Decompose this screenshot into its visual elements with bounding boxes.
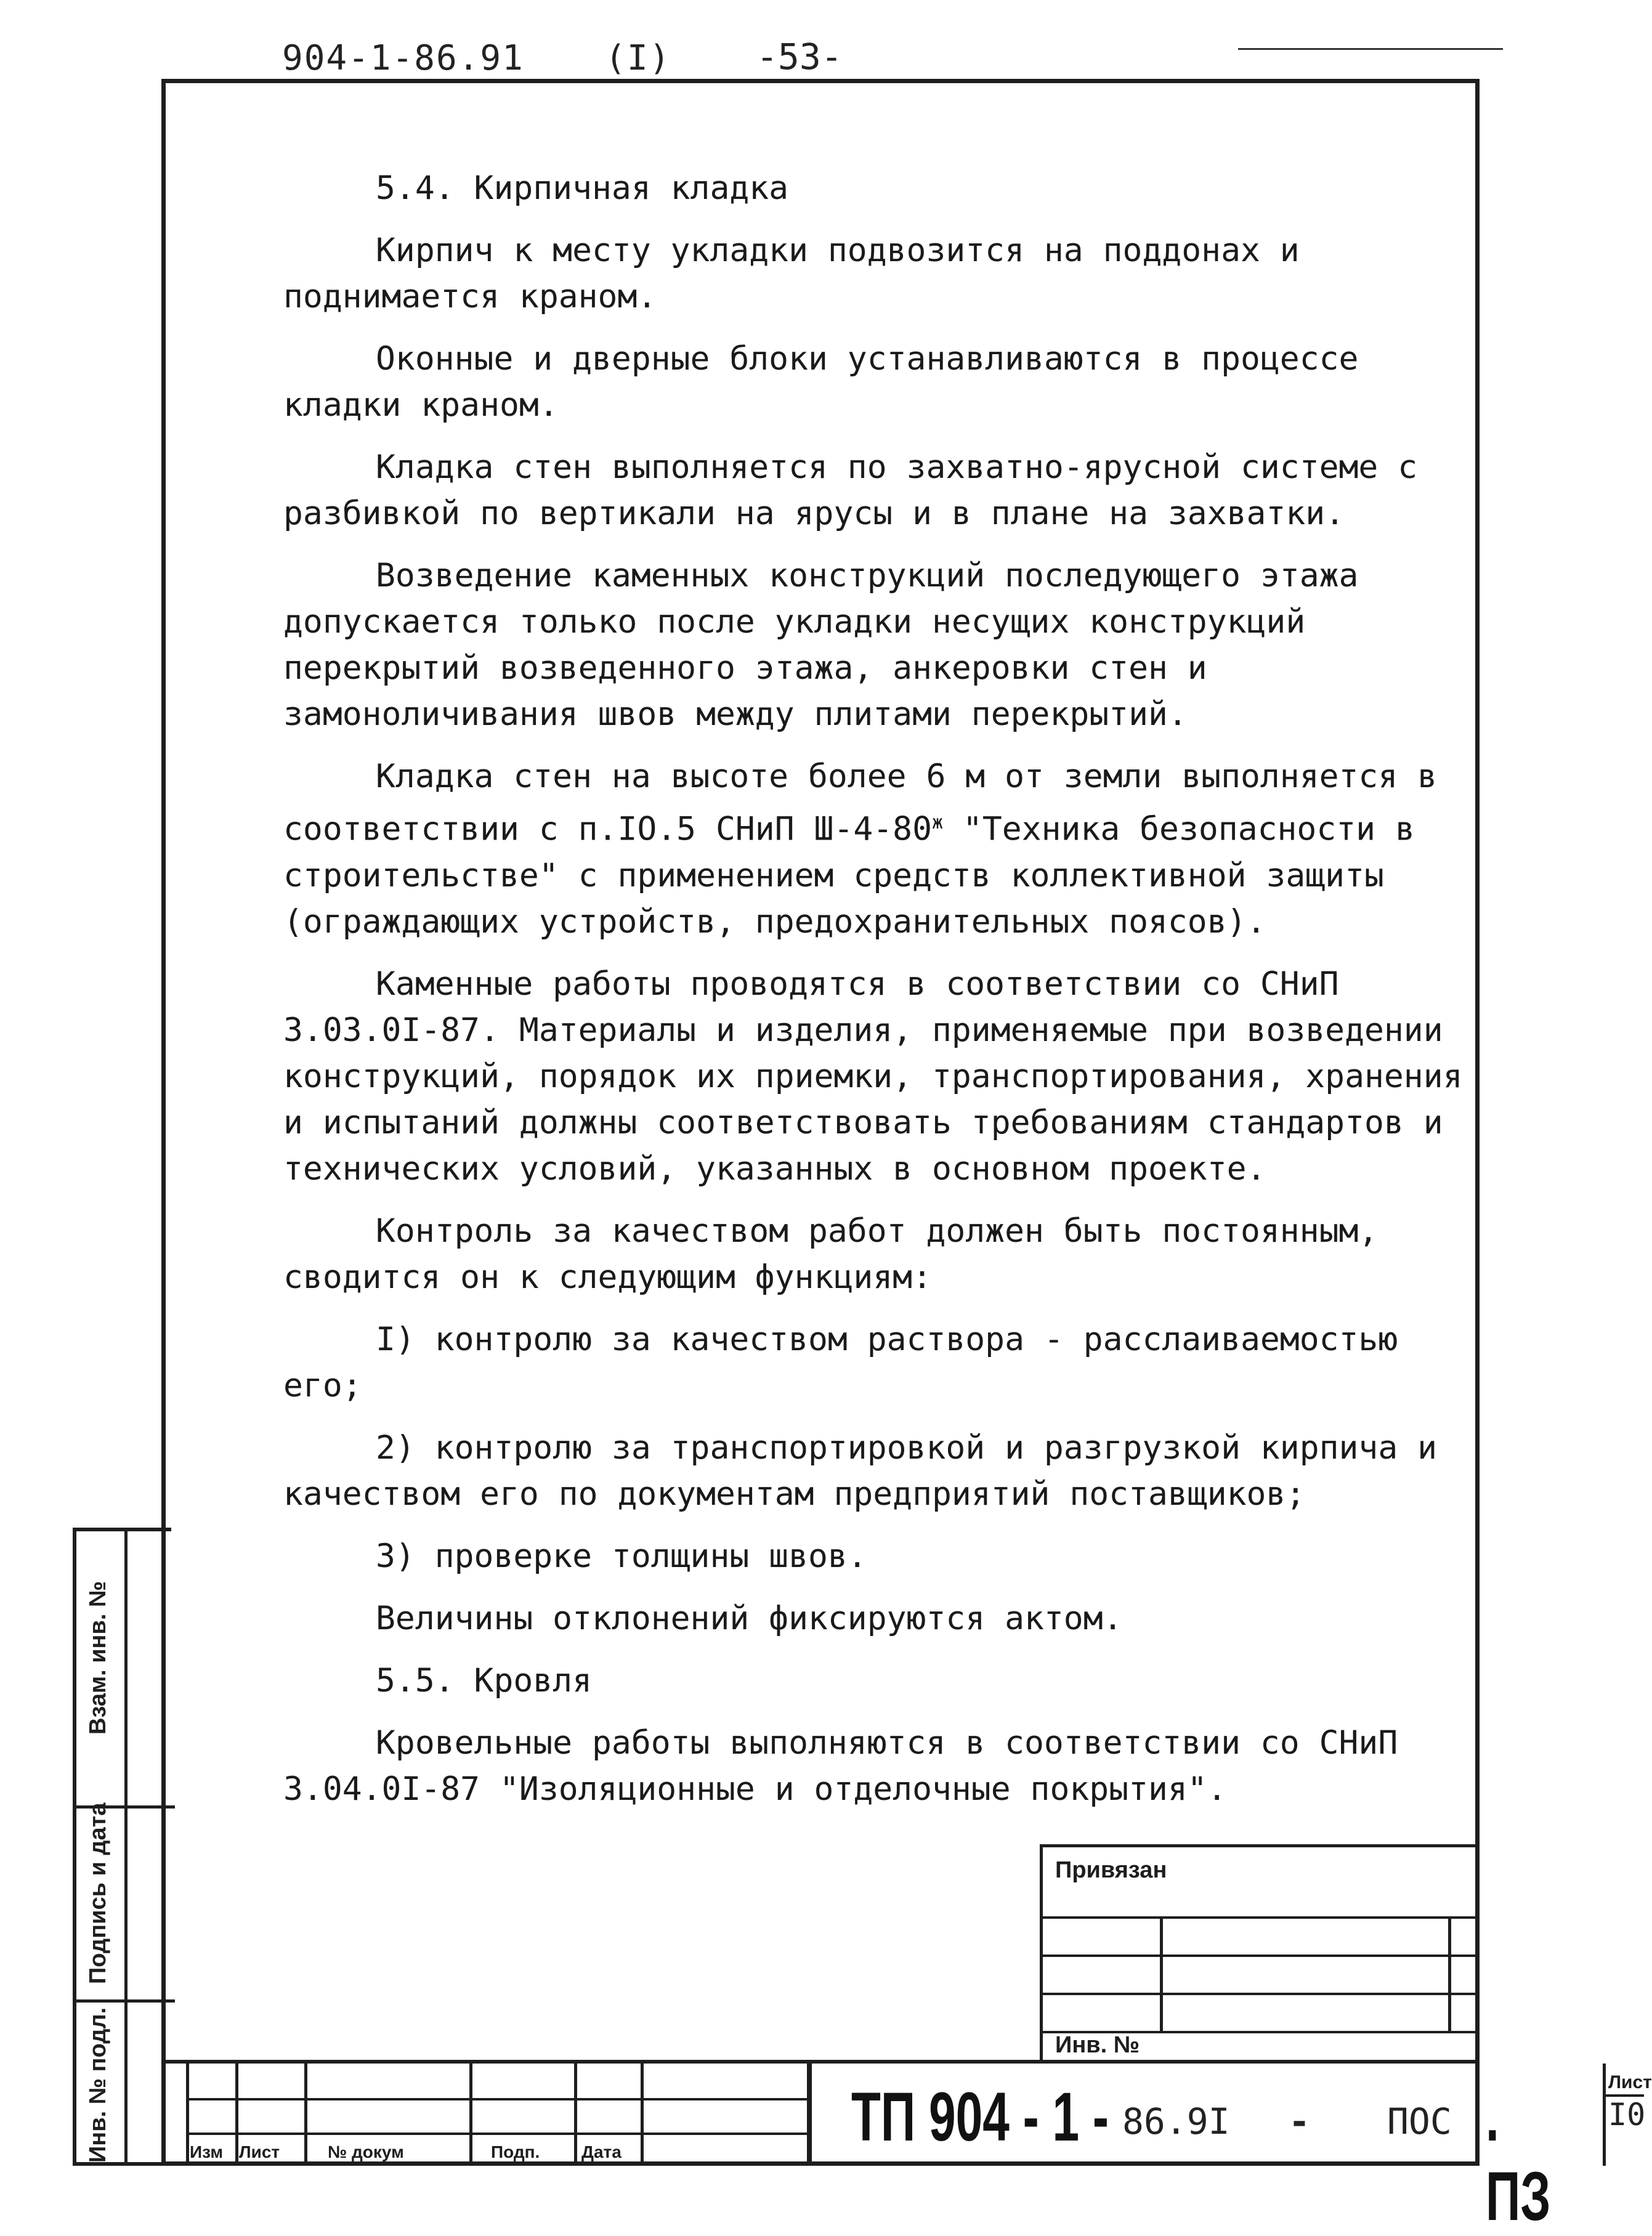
col-data: Дата: [581, 2142, 622, 2161]
paragraph-1: Кирпич к месту укладки подвозится на поддонах и поднимается краном.: [283, 232, 1300, 315]
binding-col: [1160, 1916, 1163, 2031]
rev-col: [469, 2064, 472, 2166]
page-number: -53-: [756, 36, 843, 78]
binding-inv-label: Инв. №: [1055, 2032, 1140, 2058]
header-rule: [1238, 48, 1503, 50]
rev-col: [304, 2064, 307, 2166]
paragraph-6: Каменные работы проводятся в соответствии со СНиП 3.03.0I-87. Материалы и изделия, применяемые при возведении конструкций, порядок их приемки, транспортирования, хранения и испытаний должны соответствовать требованиям стандартов и технических условий, указанных в основном проекте.: [283, 965, 1463, 1188]
side-label-vzam-inv: Взам. инв. №: [85, 1581, 111, 1735]
rev-col: [574, 2064, 577, 2166]
col-izm: Изм: [190, 2142, 224, 2161]
sheet-number: I0: [1608, 2097, 1646, 2133]
paragraph-5-part-2: "Техника безопасности в строительстве" с применением средств коллективной защиты (ограждающих устройств, предохранительных поясов).: [283, 810, 1415, 941]
section-title-5-5: 5.5. Кровля: [376, 1661, 592, 1699]
binding-label: Привязан: [1055, 1857, 1167, 1883]
paragraph-5-sup: ж: [932, 812, 944, 833]
paragraph-9: Кровельные работы выполняются в соответствии со СНиП 3.04.0I-87 "Изоляционные и отделочные покрытия".: [283, 1724, 1398, 1808]
list-item-1: I) контролю за качеством раствора - расслаиваемостью его;: [283, 1320, 1398, 1404]
rev-col: [641, 2064, 644, 2166]
rev-col: [186, 2064, 189, 2166]
paragraph-4: Возведение каменных конструкций последующего этажа допускается только после укладки несущих конструкций перекрытий возведенного этажа, анкеровки стен и замоноличивания швов между плитами перекрытий.: [283, 557, 1359, 733]
side-stamp: [73, 1528, 171, 2166]
paragraph-2: Оконные и дверные блоки устанавливаются в процессе кладки краном.: [283, 340, 1359, 424]
paragraph-8: Величины отклонений фиксируются актом.: [376, 1599, 1123, 1637]
paragraph-5-part-1: Кладка стен на высоте более 6 м от земли выполняется в соответствии с п.IO.5 СНиП Ш-4-80: [283, 758, 1438, 848]
section-code: ПОС: [1387, 2100, 1452, 2142]
section-title-5-4: 5.4. Кирпичная кладка: [376, 169, 789, 207]
side-label-inv-podl: Инв. № подл.: [85, 2007, 111, 2163]
side-vertical-rule: [124, 1531, 128, 2166]
code-tail: 86.9I: [1122, 2100, 1230, 2142]
sheet-label: Лист: [1608, 2072, 1652, 2092]
tp-code: ТП 904 - 1 -: [851, 2078, 1109, 2155]
binding-rule: [1043, 1916, 1480, 1919]
rev-row-rule: [186, 2098, 808, 2100]
paragraph-5: [283, 753, 1484, 945]
code-dash: -: [1289, 2100, 1310, 2142]
list-item-3: 3) проверке толщины швов.: [376, 1537, 867, 1575]
col-list: Лист: [239, 2142, 280, 2161]
paragraph-3: Кладка стен выполняется по захватно-ярусной системе с разбивкой по вертикали на ярусы и в плане на захватки.: [283, 448, 1418, 532]
title-block: [161, 2060, 1652, 2235]
title-divider: [807, 2064, 812, 2166]
doc-type: . ПЗ: [1486, 2078, 1551, 2235]
rev-col: [235, 2064, 238, 2166]
binding-col: [1448, 1916, 1451, 2031]
sheet-cell: [1603, 2064, 1652, 2166]
header-doc-code: [282, 38, 671, 78]
binding-rule: [1043, 1954, 1480, 1957]
document-body: [283, 165, 1484, 1828]
binding-rule: [1043, 1993, 1480, 1995]
list-item-2: 2) контролю за транспортировкой и разгрузкой кирпича и качеством его по документам предприятий поставщиков;: [283, 1428, 1438, 1513]
doc-code: 904-1-86.91: [282, 38, 524, 78]
side-label-podpis-data: Подпись и дата: [85, 1802, 111, 1984]
paragraph-7: Контроль за качеством работ должен быть постоянным, сводится он к следующим функциям:: [283, 1212, 1379, 1296]
doc-volume: (I): [605, 38, 671, 78]
col-podp: Подп.: [491, 2142, 540, 2161]
rev-row-rule: [186, 2133, 808, 2135]
col-doc: № докум: [328, 2142, 404, 2161]
binding-stamp: [1040, 1844, 1480, 2060]
